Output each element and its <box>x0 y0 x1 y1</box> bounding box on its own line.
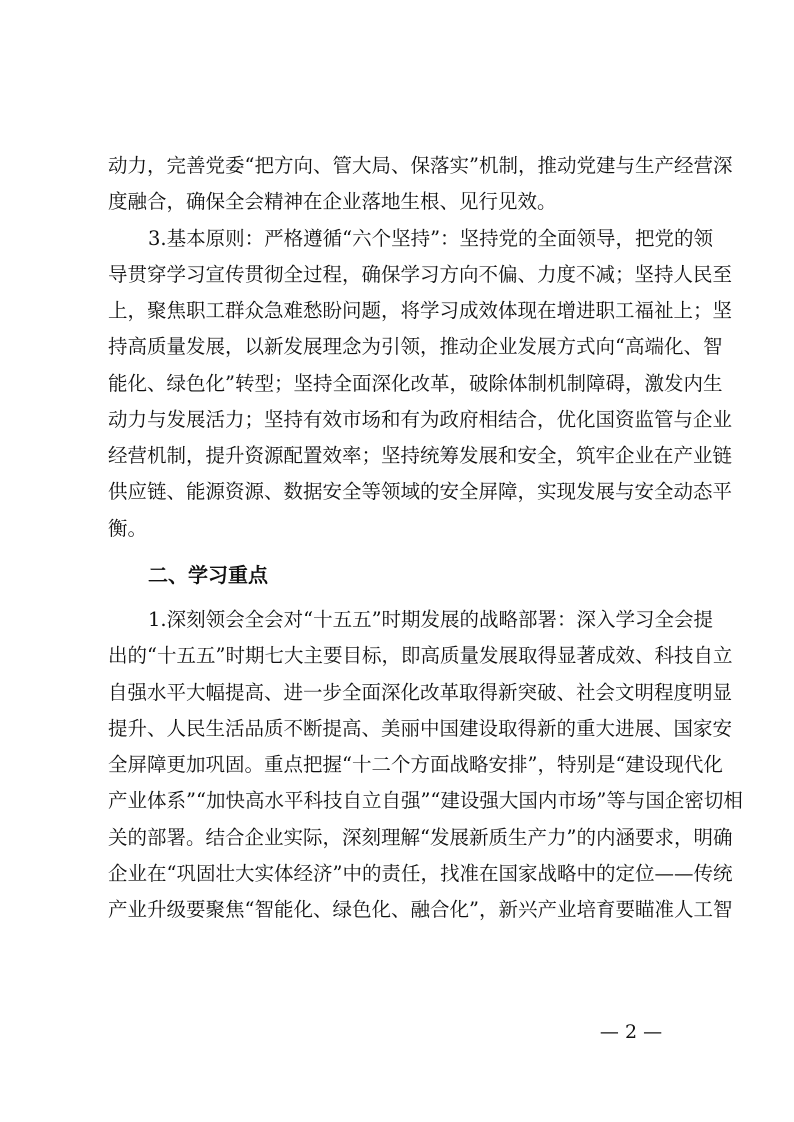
paragraph-line: 持高质量发展，以新发展理念为引领，推动企业发展方式向“高端化、智 <box>108 335 723 358</box>
paragraph-line: 提升、人民生活品质不断提高、美丽中国建设取得新的重大进展、国家安 <box>108 717 733 740</box>
paragraph-line: 关的部署。结合企业实际，深刻理解“发展新质生产力”的内涵要求，明确 <box>108 826 733 849</box>
paragraph-line: 产业升级要聚焦“智能化、绿色化、融合化”，新兴产业培育要瞄准人工智 <box>108 898 733 921</box>
paragraph-line: 上，聚焦职工群众急难愁盼问题，将学习成效体现在增进职工福祉上；坚 <box>108 299 733 322</box>
page-number: — 2 — <box>599 1021 663 1043</box>
paragraph-line: 衡。 <box>108 517 148 540</box>
paragraph-line: 企业在“巩固壮大实体经济”中的责任，找准在国家战略中的定位——传统 <box>108 862 733 885</box>
paragraph-line: 导贯穿学习宣传贯彻全过程，确保学习方向不偏、力度不减；坚持人民至 <box>108 263 733 286</box>
paragraph-line: 能化、绿色化”转型；坚持全面深化改革，破除体制机制障碍，激发内生 <box>108 372 723 395</box>
paragraph-line: 全屏障更加巩固。重点把握“十二个方面战略安排”，特别是“建设现代化 <box>108 753 723 776</box>
paragraph-line: 度融合，确保全会精神在企业落地生根、见行见效。 <box>108 190 557 213</box>
paragraph-line: 动力，完善党委“把方向、管大局、保落实”机制，推动党建与生产经营深 <box>108 154 733 177</box>
paragraph-line: 经营机制，提升资源配置效率；坚持统筹发展和安全，筑牢企业在产业链 <box>108 444 733 467</box>
paragraph-line: 动力与发展活力；坚持有效市场和有为政府相结合，优化国资监管与企业 <box>108 408 733 431</box>
paragraph-line: 自强水平大幅提高、进一步全面深化改革取得新突破、社会文明程度明显 <box>108 681 733 704</box>
paragraph-line: 供应链、能源资源、数据安全等领域的安全屏障，实现发展与安全动态平 <box>108 480 733 503</box>
section-heading: 二、学习重点 <box>148 563 268 587</box>
paragraph-line: 3.基本原则：严格遵循“六个坚持”：坚持党的全面领导，把党的领 <box>148 227 714 250</box>
paragraph-line: 1.深刻领会全会对“十五五”时期发展的战略部署：深入学习全会提 <box>148 608 714 631</box>
paragraph-line: 产业体系”“加快高水平科技自立自强”“建设强大国内市场”等与国企密切相 <box>108 789 743 812</box>
paragraph-line: 出的“十五五”时期七大主要目标，即高质量发展取得显著成效、科技自立 <box>108 644 733 667</box>
